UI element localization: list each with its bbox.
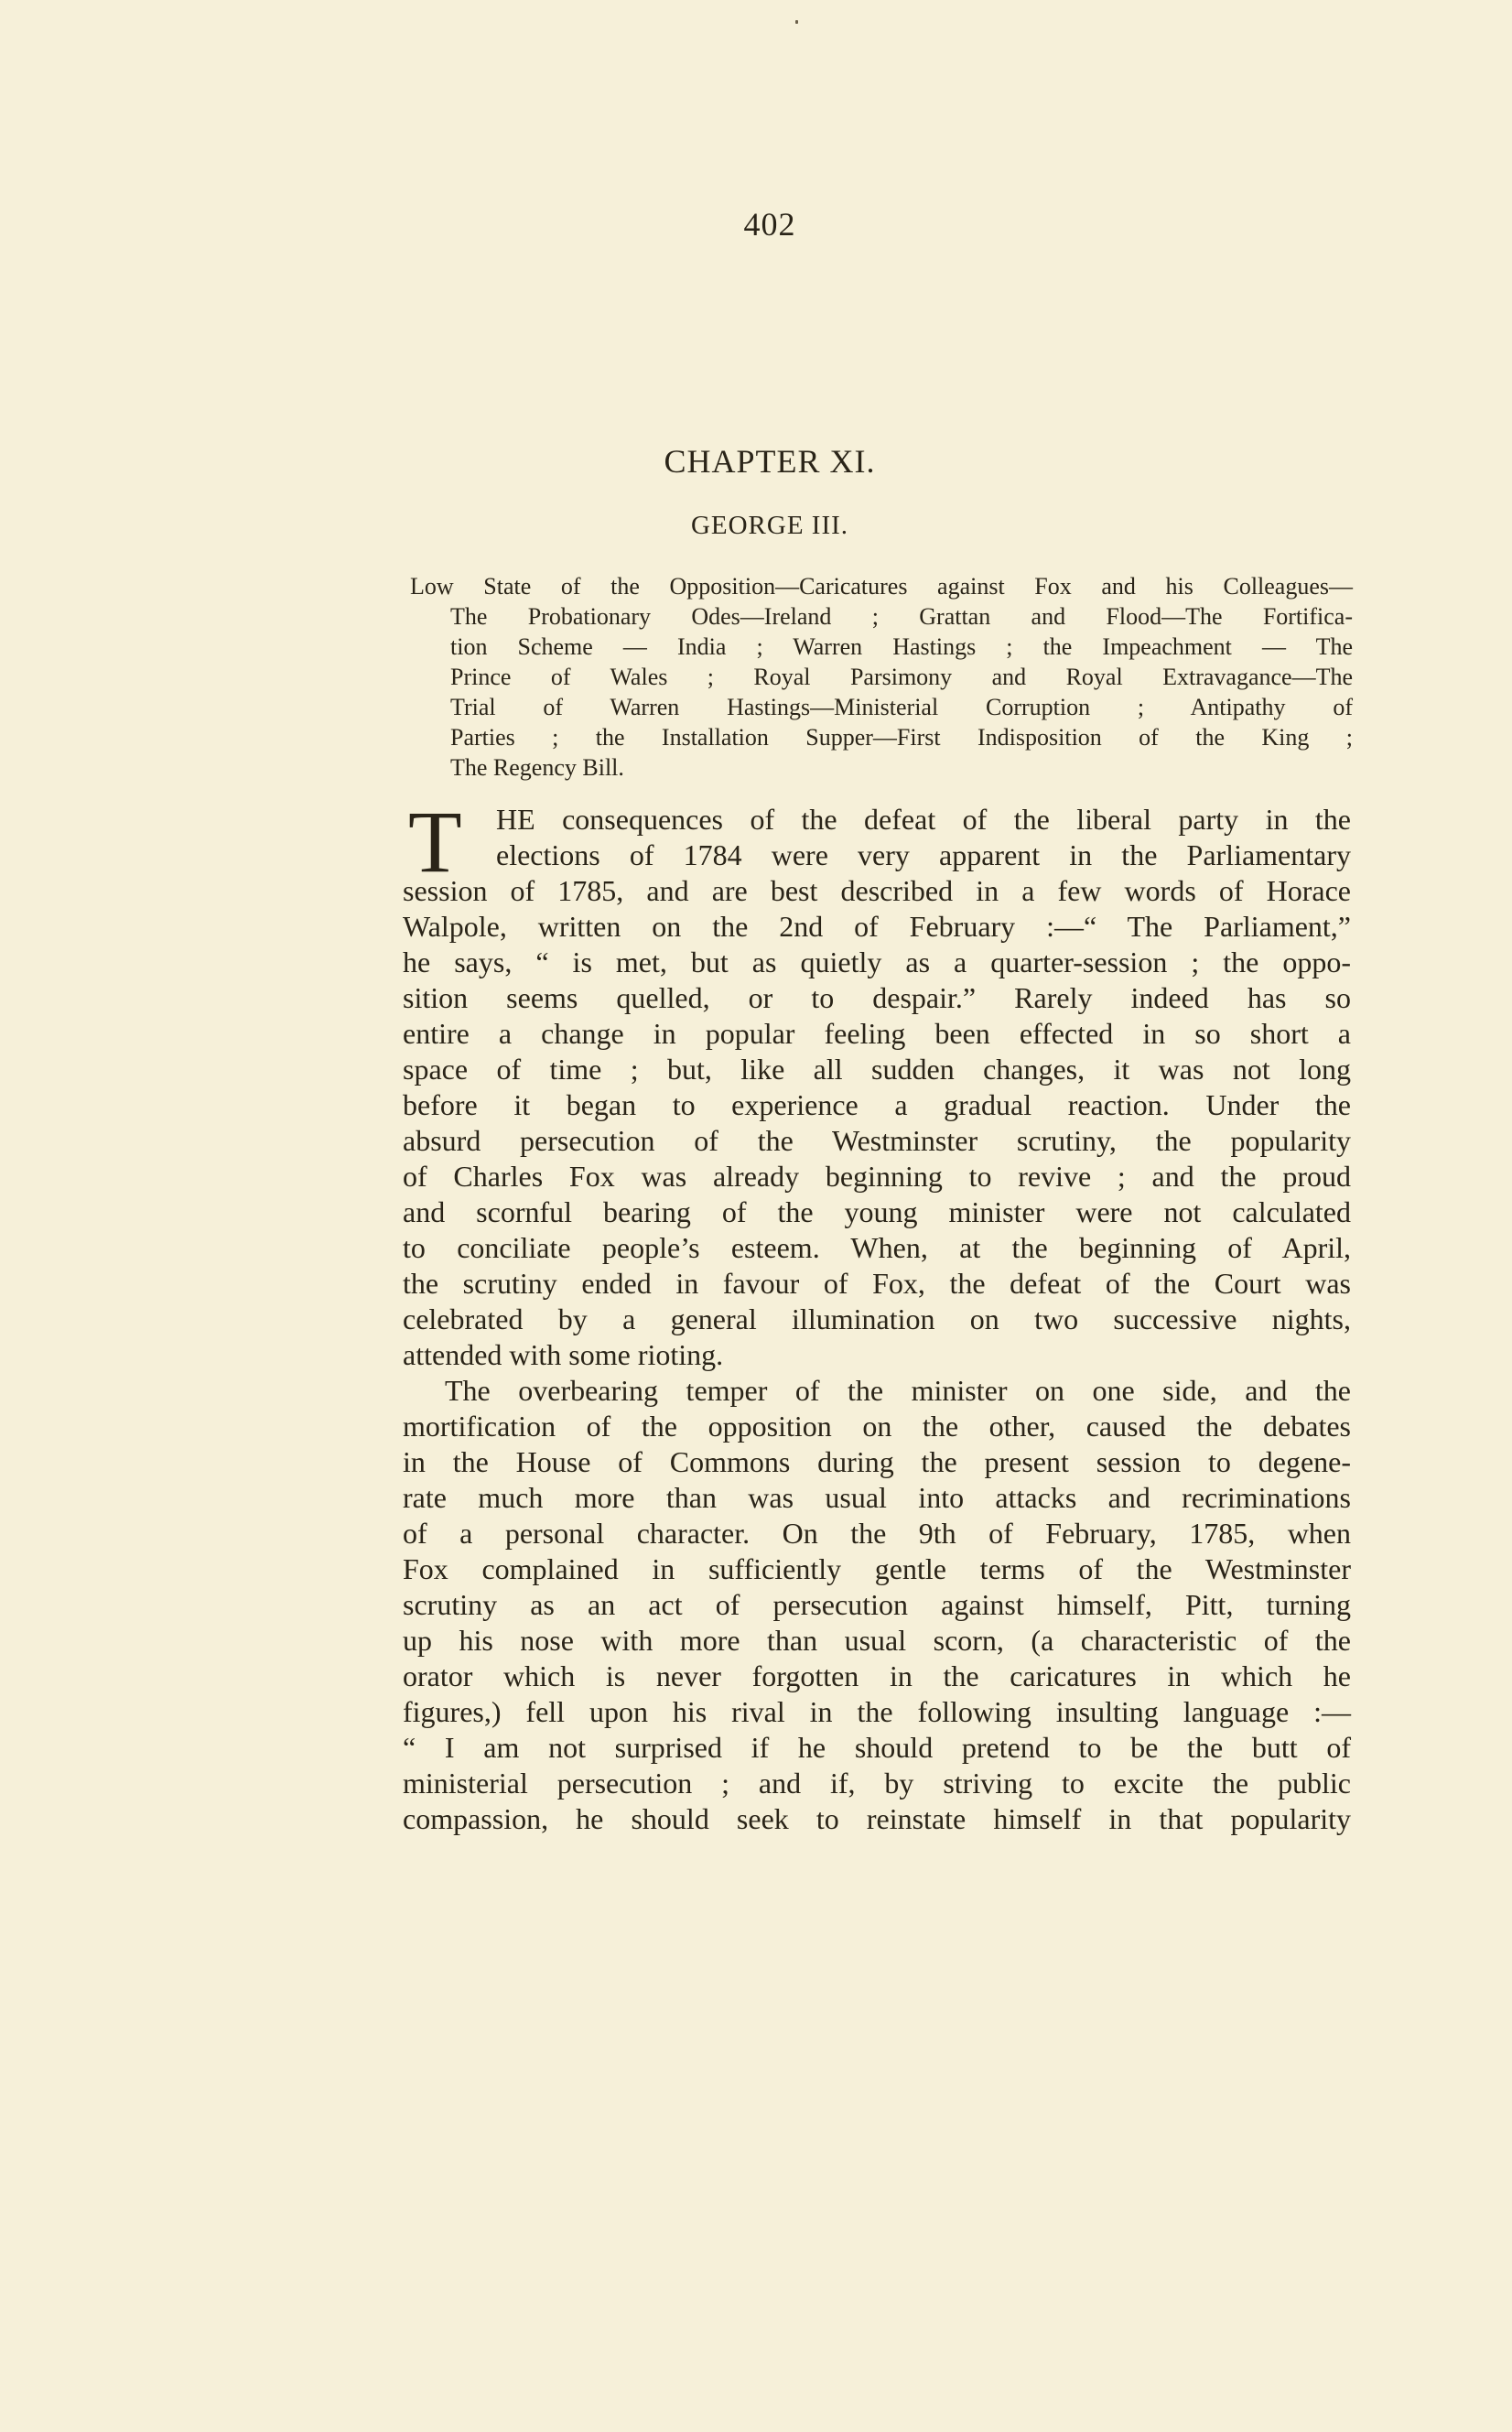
synopsis-line: Prince of Wales ; Royal Parsimony and Royal Extravagance—The xyxy=(450,664,1353,690)
chapter-title: CHAPTER XI. xyxy=(664,443,876,480)
body-line: space of time ; but, like all sudden changes, it was not long xyxy=(403,1053,1351,1086)
body-line: of Charles Fox was already beginning to revive ; and the proud xyxy=(403,1160,1351,1193)
body-line: “ I am not surprised if he should pretend to be the butt of xyxy=(403,1731,1351,1764)
synopsis-line: The Probationary Odes—Ireland ; Grattan and Flood—The Fortifica- xyxy=(450,603,1353,630)
body-line: entire a change in popular feeling been effected in so short a xyxy=(403,1017,1351,1050)
body-line: The overbearing temper of the minister on one side, and the xyxy=(445,1374,1351,1407)
body-line: celebrated by a general illumination on two successive nights, xyxy=(403,1302,1351,1335)
body-line: compassion, he should seek to reinstate himself in that popularity xyxy=(403,1802,1351,1835)
body-line: scrutiny as an act of persecution against himself, Pitt, turning xyxy=(403,1588,1351,1621)
synopsis-line: Trial of Warren Hastings—Ministerial Corruption ; Antipathy of xyxy=(450,694,1353,720)
body-line: Fox complained in sufficiently gentle terms of the Westminster xyxy=(403,1552,1351,1585)
synopsis-line: tion Scheme — India ; Warren Hastings ; the Impeachment — The xyxy=(450,633,1353,660)
drop-cap: T xyxy=(408,793,462,891)
body-line: sition seems quelled, or to despair.” Rarely indeed has so xyxy=(403,981,1351,1014)
page-number: 402 xyxy=(743,206,796,243)
body-line: he says, “ is met, but as quietly as a quarter-session ; the oppo- xyxy=(403,946,1351,978)
body-text xyxy=(403,793,1351,1837)
body-line: HE consequences of the defeat of the liberal party in the xyxy=(496,803,1351,836)
body-line: orator which is never forgotten in the caricatures in which he xyxy=(403,1659,1351,1692)
body-line: session of 1785, and are best described in a few words of Horace xyxy=(403,874,1351,907)
body-line: of a personal character. On the 9th of February, 1785, when xyxy=(403,1517,1351,1550)
body-line: rate much more than was usual into attacks and recriminations xyxy=(403,1481,1351,1514)
body-line: attended with some rioting. xyxy=(403,1338,724,1371)
synopsis-line: Low State of the Opposition—Caricatures against Fox and his Colleagues— xyxy=(410,573,1353,600)
body-line: absurd persecution of the Westminster scrutiny, the popularity xyxy=(403,1124,1351,1157)
body-line: in the House of Commons during the present session to degene- xyxy=(403,1445,1351,1478)
body-line: elections of 1784 were very apparent in the Parliamentary xyxy=(496,838,1351,871)
synopsis-line: The Regency Bill. xyxy=(450,754,624,781)
body-line: ministerial persecution ; and if, by striving to excite the public xyxy=(403,1767,1351,1800)
chapter-synopsis xyxy=(410,571,1353,783)
body-line: figures,) fell upon his rival in the following insulting language :— xyxy=(403,1695,1351,1728)
chapter-subtitle: GEORGE III. xyxy=(690,511,849,540)
body-line: Walpole, written on the 2nd of February :—“ The Parliament,” xyxy=(403,910,1351,943)
body-line: and scornful bearing of the young minister were not calculated xyxy=(403,1195,1351,1228)
body-line: mortification of the opposition on the other, caused the debates xyxy=(403,1410,1351,1443)
synopsis-line: Parties ; the Installation Supper—First Indisposition of the King ; xyxy=(450,724,1353,751)
body-line: up his nose with more than usual scorn, (a characteristic of the xyxy=(403,1624,1351,1657)
body-line: the scrutiny ended in favour of Fox, the defeat of the Court was xyxy=(403,1267,1351,1300)
body-line: to conciliate people’s esteem. When, at the beginning of April, xyxy=(403,1231,1351,1264)
ink-speck xyxy=(795,20,798,24)
body-line: before it began to experience a gradual reaction. Under the xyxy=(403,1088,1351,1121)
